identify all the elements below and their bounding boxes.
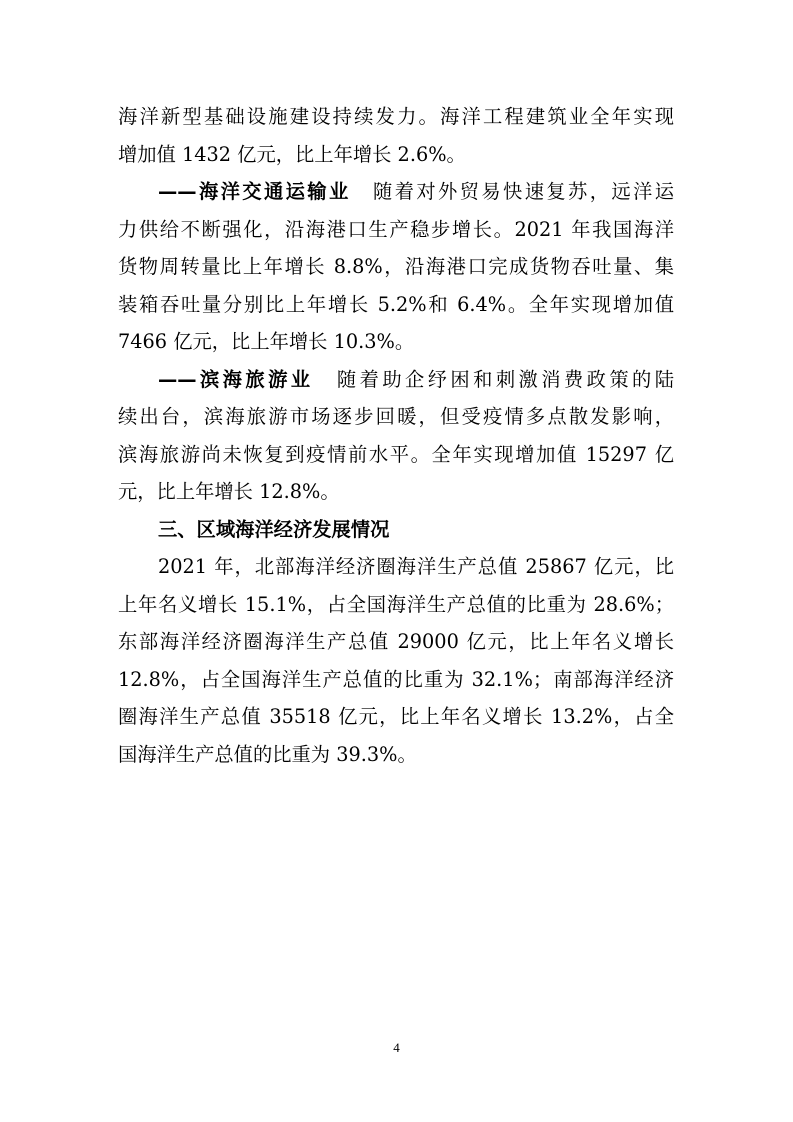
page-number: 4 xyxy=(393,1040,400,1055)
section-heading-regional-economy: 三、区域海洋经济发展情况 xyxy=(158,517,390,541)
paragraph-marine-transport xyxy=(118,173,674,361)
section-lead-coastal-tourism: ——滨海旅游业 xyxy=(158,367,314,391)
text-line: 滨海旅游尚未恢复到疫情前水平。全年实现增加值 15297 亿 xyxy=(118,442,674,466)
text-line-tail: 随着对外贸易快速复苏，远洋运 xyxy=(370,180,675,203)
paragraph-coastal-tourism xyxy=(118,361,674,511)
text-line: 圈海洋生产总值 35518 亿元，比上年名义增长 13.2%，占全 xyxy=(118,705,674,728)
text-line: 力供给不断强化，沿海港口生产稳步增长。2021 年我国海洋 xyxy=(118,217,674,241)
text-line xyxy=(118,173,674,211)
text-line: 上年名义增长 15.1%，占全国海洋生产总值的比重为 28.6%； xyxy=(118,592,674,616)
text-line: 7466 亿元，比上年增长 10.3%。 xyxy=(118,330,415,353)
text-line: 货物周转量比上年增长 8.8%，沿海港口完成货物吞吐量、集 xyxy=(118,255,674,278)
text-line-tail: 随着助企纾困和刺激消费政策的陆 xyxy=(333,367,675,391)
text-line: 东部海洋经济圈海洋生产总值 29000 亿元，比上年名义增长 xyxy=(118,630,674,653)
text-line: 海洋新型基础设施建设持续发力。海洋工程建筑业全年实现 xyxy=(118,105,674,128)
text-line: 元，比上年增长 12.8%。 xyxy=(118,480,340,503)
text-line: 12.8%，占全国海洋生产总值的比重为 32.1%；南部海洋经济 xyxy=(118,667,674,691)
text-line: 增加值 1432 亿元，比上年增长 2.6%。 xyxy=(118,142,466,166)
text-line: 装箱吞吐量分别比上年增长 5.2%和 6.4%。全年实现增加值 xyxy=(118,292,674,316)
document-body xyxy=(118,98,674,773)
text-line xyxy=(118,361,674,399)
paragraph-marine-engineering xyxy=(118,98,674,173)
paragraph-regional-economy xyxy=(118,548,674,773)
text-line: 续出台，滨海旅游市场逐步回暖，但受疫情多点散发影响， xyxy=(118,405,674,428)
section-lead-marine-transport: ——海洋交通运输业 xyxy=(158,180,351,203)
text-line: 2021 年，北部海洋经济圈海洋生产总值 25867 亿元，比 xyxy=(158,555,674,578)
text-line: 国海洋生产总值的比重为 39.3%。 xyxy=(118,742,417,766)
